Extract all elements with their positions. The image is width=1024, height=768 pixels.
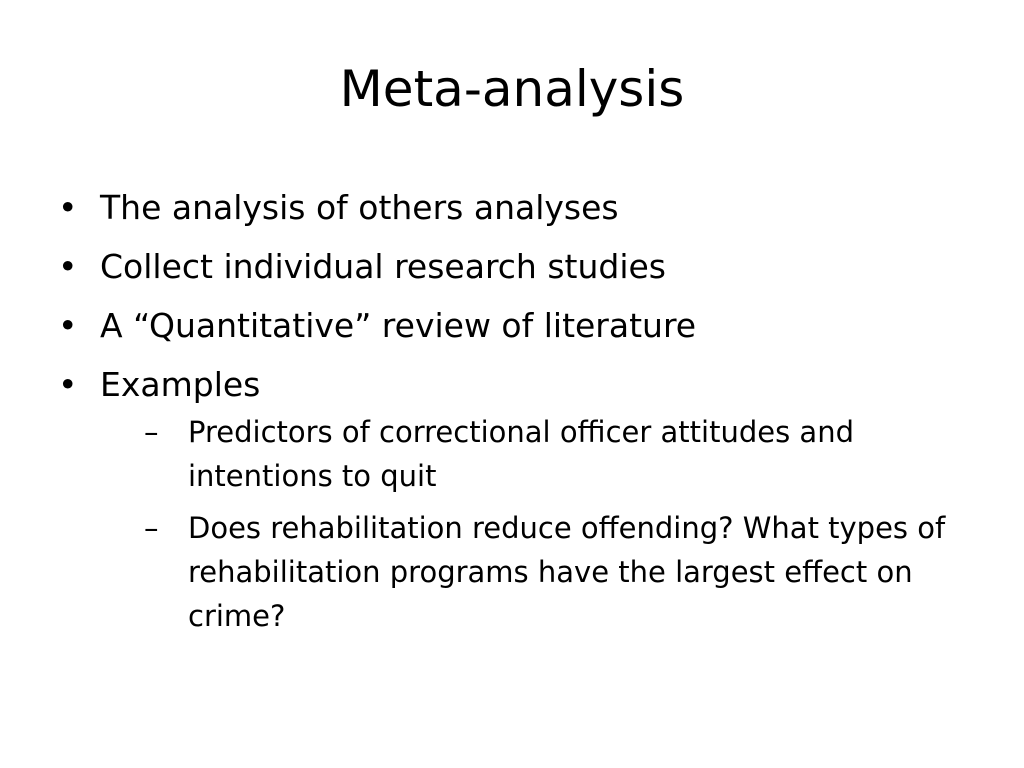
- bullet-marker: •: [58, 306, 78, 345]
- bullet-list: [58, 184, 988, 650]
- sub-bullet-marker: –: [144, 415, 159, 449]
- sub-bullet-item: [144, 410, 978, 498]
- bullet-item: [58, 302, 988, 349]
- bullet-item: [58, 184, 988, 231]
- bullet-item-examples: [58, 361, 988, 638]
- bullet-text: A “Quantitative” review of literature: [100, 306, 697, 345]
- bullet-item: [58, 243, 988, 290]
- bullet-text: The analysis of others analyses: [100, 188, 619, 227]
- sub-bullet-item: [144, 506, 978, 638]
- bullet-text: Collect individual research studies: [100, 247, 666, 286]
- bullet-marker: •: [58, 365, 78, 404]
- sub-bullet-text: Does rehabilitation reduce offending? What types of rehabilitation programs have the largest effect on crime?: [188, 511, 946, 633]
- sub-bullet-marker: –: [144, 511, 159, 545]
- bullet-marker: •: [58, 188, 78, 227]
- bullet-marker: •: [58, 247, 78, 286]
- bullet-text: Examples: [100, 365, 261, 404]
- slide-title: Meta-analysis: [339, 60, 685, 118]
- sub-bullet-text: Predictors of correctional officer attitudes and intentions to quit: [188, 415, 854, 493]
- sub-bullet-list: [100, 410, 988, 638]
